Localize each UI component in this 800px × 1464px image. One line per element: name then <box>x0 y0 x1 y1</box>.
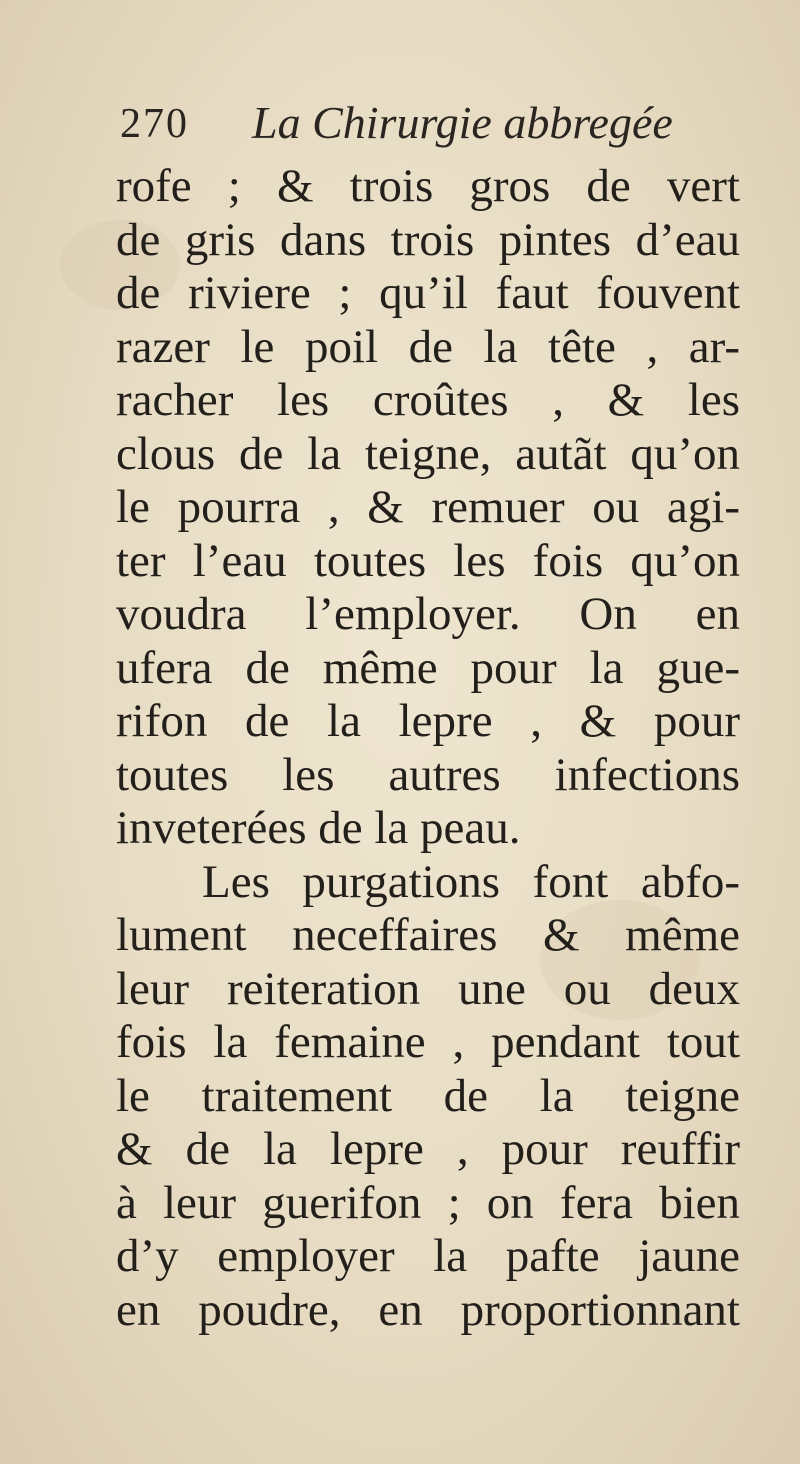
text-line: voudra l’employer. On en <box>116 588 740 640</box>
text-line: & de la lepre , pour reuffir <box>116 1123 740 1175</box>
text-line: rofe ; & trois gros de vert <box>116 160 740 212</box>
text-line: toutes les autres infections <box>116 748 740 801</box>
text-line: à leur guerifon ; on fera bien <box>116 1176 740 1229</box>
page-header <box>120 96 760 162</box>
text-line: clous de la teigne, autãt qu’on <box>116 427 740 480</box>
text-line: en poudre, en proportionnant <box>116 1283 740 1336</box>
body-text <box>116 160 740 1337</box>
text-line: de riviere ; qu’il faut fouvent <box>116 267 740 319</box>
text-line: racher les croûtes , & les <box>116 374 740 426</box>
page-number: 270 <box>120 101 189 147</box>
text-line: de gris dans trois pintes d’eau <box>116 213 740 266</box>
text-line: rifon de la lepre , & pour <box>116 695 740 747</box>
text-line: ufera de même pour la gue- <box>116 641 740 694</box>
text-line: leur reiteration une ou deux <box>116 962 740 1015</box>
text-line: Les purgations font abfo- <box>202 855 740 908</box>
text-line: inveterées de la peau. <box>116 802 521 854</box>
text-line: fois la femaine , pendant tout <box>116 1016 740 1068</box>
running-title: La Chirurgie abbregée <box>252 97 673 148</box>
text-line: lument neceffaires & même <box>116 909 740 961</box>
text-line: ter l’eau toutes les fois qu’on <box>116 534 740 587</box>
text-line: le traitement de la teigne <box>116 1069 740 1122</box>
text-line: le pourra , & remuer ou agi- <box>116 481 740 533</box>
text-line: d’y employer la pafte jaune <box>116 1230 740 1282</box>
text-line: razer le poil de la tête , ar- <box>116 320 740 373</box>
